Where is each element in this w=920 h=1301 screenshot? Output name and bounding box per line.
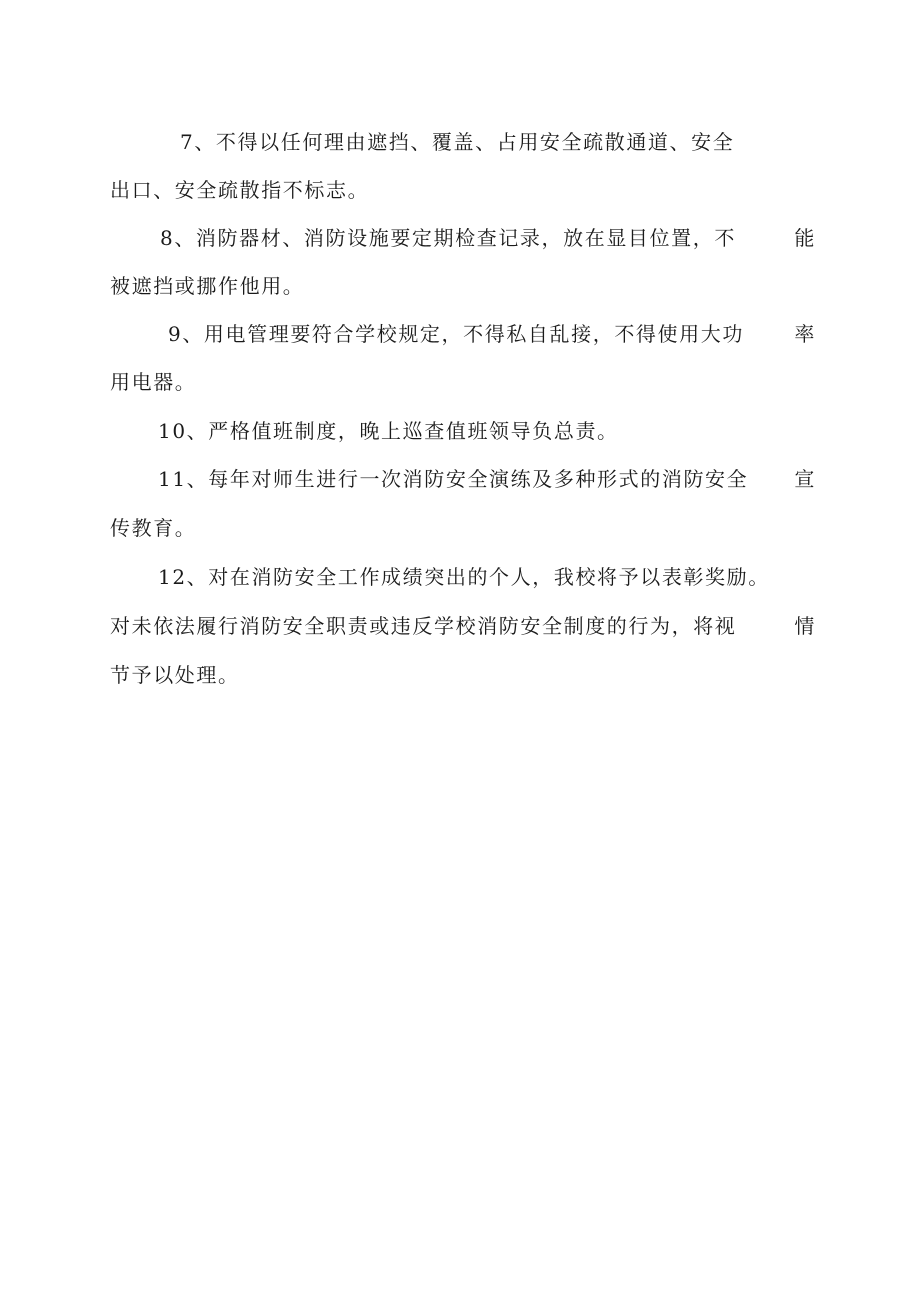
paragraph-9-line-1-tail: 率: [794, 322, 816, 346]
paragraph-11-line-1-tail: 宣: [794, 467, 816, 491]
paragraph-12-line-2-tail: 情: [794, 614, 816, 638]
paragraph-12-line-1: 12、对在消防安全工作成绩突出的个人，我校将予以表彰奖励。: [158, 565, 770, 589]
paragraph-8-line-1-main: 8、消防器材、消防设施要定期检查记录，放在显目位置，不: [160, 226, 736, 250]
paragraph-7-line-1: 7、不得以任何理由遮挡、覆盖、占用安全疏散通道、安全: [180, 130, 735, 154]
paragraph-11-line-1: [158, 467, 816, 491]
paragraph-9-line-2: 用电器。: [110, 370, 197, 394]
paragraph-8-line-1-tail: 能: [794, 226, 816, 250]
paragraph-11-line-2: 传教育。: [110, 516, 197, 540]
paragraph-9-line-1: [168, 322, 816, 346]
paragraph-8-line-2: 被遮挡或挪作他用。: [110, 274, 305, 298]
paragraph-9-line-1-main: 9、用电管理要符合学校规定，不得私自乱接，不得使用大功: [168, 322, 744, 346]
paragraph-12-line-2-main: 对未依法履行消防安全职责或违反学校消防安全制度的行为，将视: [110, 614, 737, 638]
paragraph-8-line-1: [160, 226, 816, 250]
paragraph-12-line-3: 节予以处理。: [110, 663, 240, 687]
paragraph-12-line-2: [110, 614, 816, 638]
paragraph-7-line-2: 出口、安全疏散指不标志。: [110, 178, 370, 202]
paragraph-10-line-1: 10、严格值班制度，晚上巡查值班领导负总责。: [158, 419, 619, 443]
paragraph-11-line-1-main: 11、每年对师生进行一次消防安全演练及多种形式的消防安全: [158, 467, 749, 491]
